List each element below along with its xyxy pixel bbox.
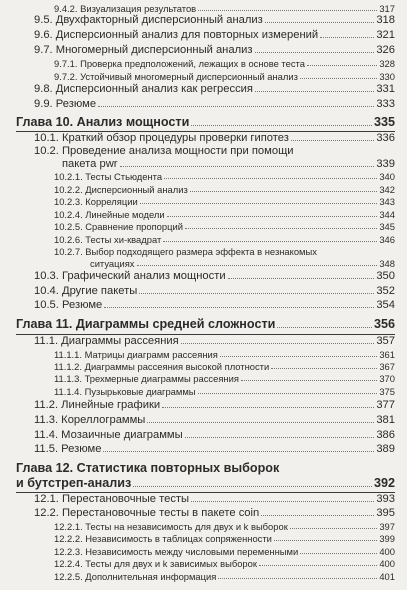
- toc-number: 9.7.: [34, 44, 53, 56]
- toc-entry: [0, 558, 407, 569]
- toc-title: Диаграммы рассеяния: [61, 335, 179, 347]
- toc-title: Графический анализ мощности: [62, 270, 226, 282]
- toc-entry: [0, 414, 407, 426]
- toc-title: Резюме: [62, 299, 103, 311]
- toc-title: Дисперсионный анализ для повторных измерений: [55, 29, 319, 41]
- toc-page: 317: [379, 3, 395, 14]
- toc-page: 377: [376, 399, 395, 411]
- toc-entry: [0, 158, 407, 170]
- toc-number: 10.2.1.: [54, 171, 83, 182]
- toc-title: Статистика повторных выборок: [76, 461, 280, 475]
- toc-title: Перестановочные тесты в пакете coin: [62, 507, 260, 519]
- toc-entry: [0, 196, 407, 207]
- toc-title: Корреляции: [85, 196, 138, 207]
- toc-number: 10.2.6.: [54, 234, 83, 245]
- toc-entry: [0, 258, 407, 269]
- toc-chapter-12: [0, 476, 407, 490]
- toc-number: 11.1.2.: [54, 361, 82, 372]
- toc-title: Диаграммы рассеяния высокой плотности: [84, 361, 270, 372]
- toc-page: 400: [379, 558, 395, 569]
- toc-page: 354: [376, 299, 395, 311]
- toc-number: 9.6.: [34, 29, 53, 41]
- toc-title: Линейные графики: [61, 399, 161, 411]
- toc-number: 12.2.1.: [54, 521, 83, 532]
- toc-number: 9.9.: [34, 98, 53, 110]
- toc-entry: [0, 571, 407, 582]
- toc-title: Выбор подходящего размера эффекта в незнакомых: [85, 246, 317, 257]
- toc-title: Проверка предположений, лежащих в основе теста: [80, 58, 305, 69]
- toc-entry: [0, 209, 407, 220]
- toc-number: 9.5.: [34, 14, 53, 26]
- toc-page: 381: [376, 414, 395, 426]
- toc-entry: [0, 361, 407, 372]
- toc-title: Дополнительная информация: [85, 571, 217, 582]
- toc-title: Матрицы диаграмм рассеяния: [84, 349, 218, 360]
- toc-title: Сравнение пропорций: [85, 221, 183, 232]
- toc-number: 12.2.2.: [54, 533, 83, 544]
- toc-page: 389: [376, 443, 395, 455]
- toc-title: Тесты Стьюдента: [85, 171, 163, 182]
- toc-title: Краткий обзор процедуры проверки гипотез: [62, 132, 289, 144]
- toc-page: 395: [376, 507, 395, 519]
- toc-entry: [0, 399, 407, 411]
- toc-title: Трехмерные диаграммы рассеяния: [84, 373, 239, 384]
- toc-title-continuation: пакета pwr: [62, 158, 118, 170]
- toc-number: Глава 10.: [16, 115, 74, 129]
- toc-entry: [0, 533, 407, 544]
- toc-page: 321: [376, 29, 395, 41]
- toc-entry: [0, 14, 407, 26]
- toc-number: 10.2.7.: [54, 246, 83, 257]
- toc-number: 11.3.: [34, 414, 59, 426]
- toc-page: 400: [379, 546, 395, 557]
- toc-page: 345: [379, 221, 395, 232]
- toc-title: Диаграммы средней сложности: [75, 317, 276, 331]
- toc-page: 392: [373, 476, 395, 490]
- toc-page: 399: [379, 533, 395, 544]
- toc-page: 397: [379, 521, 395, 532]
- toc-chapter-12-first-line: [16, 461, 279, 475]
- toc-page: 350: [376, 270, 395, 282]
- toc-title: Двухфакторный дисперсионный анализ: [55, 14, 263, 26]
- toc-entry: [0, 58, 407, 69]
- toc-title-continuation: и бутстреп-анализ: [16, 476, 132, 490]
- toc-page: 356: [373, 317, 395, 331]
- toc-entry: [0, 507, 407, 519]
- toc-title: Тесты на независимость для двух и k выборок: [85, 521, 288, 532]
- toc-entry: [0, 521, 407, 532]
- toc-entry: [0, 335, 407, 347]
- toc-number: 12.2.4.: [54, 558, 83, 569]
- toc-page: 331: [376, 83, 395, 95]
- toc-page: 326: [376, 44, 395, 56]
- toc-page: 335: [373, 115, 395, 129]
- toc-title: Дисперсионный анализ как регрессия: [55, 83, 253, 95]
- toc-title: Дисперсионный анализ: [85, 184, 188, 195]
- toc-number: 9.8.: [34, 83, 53, 95]
- toc-number: 12.2.: [34, 507, 59, 519]
- toc-entry: [0, 349, 407, 360]
- toc-entry: [0, 493, 407, 505]
- toc-title: Анализ мощности: [76, 115, 190, 129]
- toc-entry: [0, 98, 407, 110]
- toc-page: 336: [376, 132, 395, 144]
- toc-entry: [0, 71, 407, 82]
- toc-number: 10.3.: [34, 270, 59, 282]
- toc-number: 10.2.3.: [54, 196, 83, 207]
- toc-page: 346: [379, 234, 395, 245]
- toc-page: 361: [379, 349, 395, 360]
- toc-title: Мозаичные диаграммы: [61, 429, 183, 441]
- toc-title: Независимость между числовыми переменными: [85, 546, 299, 557]
- toc-page: 342: [379, 184, 395, 195]
- toc-entry: [0, 83, 407, 95]
- toc-entry-first-line: [54, 246, 317, 257]
- toc-page: 357: [376, 335, 395, 347]
- toc-entry-first-line: [34, 145, 294, 157]
- toc-number: 12.2.5.: [54, 571, 83, 582]
- toc-number: 11.5.: [34, 443, 59, 455]
- toc-entry: [0, 386, 407, 397]
- toc-page: 393: [376, 493, 395, 505]
- toc-title: Линейные модели: [85, 209, 165, 220]
- toc-entry: [0, 546, 407, 557]
- toc-entry: [0, 234, 407, 245]
- toc-page: 344: [379, 209, 395, 220]
- toc-page: 401: [379, 571, 395, 582]
- toc-page: 333: [376, 98, 395, 110]
- toc-entry: [0, 373, 407, 384]
- toc-number: 10.2.4.: [54, 209, 83, 220]
- toc-chapter-10: [0, 115, 407, 129]
- toc-entry: [0, 132, 407, 144]
- toc-page: 339: [376, 158, 395, 170]
- toc-entry: [0, 184, 407, 195]
- toc-page: 330: [379, 71, 395, 82]
- toc-title: Другие пакеты: [62, 285, 138, 297]
- toc-number: 10.1.: [34, 132, 59, 144]
- toc-number: 11.1.1.: [54, 349, 82, 360]
- toc-number: 9.4.2.: [54, 3, 78, 14]
- toc-number: Глава 11.: [16, 317, 73, 331]
- toc-title: Пузырьковые диаграммы: [84, 386, 196, 397]
- toc-number: 9.7.1.: [54, 58, 78, 69]
- toc-entry: [0, 443, 407, 455]
- toc-number: 12.1.: [34, 493, 59, 505]
- toc-title: Резюме: [61, 443, 102, 455]
- toc-entry: [0, 3, 407, 14]
- toc-page: 352: [376, 285, 395, 297]
- toc-number: 9.7.2.: [54, 71, 78, 82]
- toc-entry: [0, 429, 407, 441]
- toc-number: 10.4.: [34, 285, 59, 297]
- toc-number: 12.2.3.: [54, 546, 83, 557]
- toc-entry: [0, 221, 407, 232]
- toc-number: 10.5.: [34, 299, 59, 311]
- toc-entry: [0, 29, 407, 41]
- toc-number: 10.2.: [34, 145, 59, 157]
- toc-entry: [0, 299, 407, 311]
- toc-title: Независимость в таблицах сопряженности: [85, 533, 272, 544]
- toc-page: 318: [376, 14, 395, 26]
- toc-title: Тесты хи-квадрат: [85, 234, 162, 245]
- toc-page: 386: [376, 429, 395, 441]
- toc-title: Устойчивый многомерный дисперсионный анализ: [80, 71, 298, 82]
- toc-title: Визуализация результатов: [80, 3, 197, 14]
- toc-entry: [0, 270, 407, 282]
- toc-page: 328: [379, 58, 395, 69]
- toc-number: 10.2.2.: [54, 184, 83, 195]
- toc-page: 343: [379, 196, 395, 207]
- toc-page: 348: [379, 258, 395, 269]
- toc-entry: [0, 171, 407, 182]
- toc-number: 11.1.3.: [54, 373, 82, 384]
- toc-number: 11.4.: [34, 429, 59, 441]
- toc-title: Тесты для двух и k зависимых выборок: [85, 558, 257, 569]
- toc-chapter-11: [0, 317, 407, 331]
- toc-title: Перестановочные тесты: [62, 493, 190, 505]
- toc-number: 11.2.: [34, 399, 59, 411]
- toc-page: 375: [379, 386, 395, 397]
- toc-number: 11.1.4.: [54, 386, 82, 397]
- toc-entry: [0, 285, 407, 297]
- toc-title: Кореллограммы: [61, 414, 146, 426]
- toc-number: Глава 12.: [16, 461, 74, 475]
- toc-title-continuation: ситуациях: [90, 258, 135, 269]
- toc-page: 367: [379, 361, 395, 372]
- toc-number: 11.1.: [34, 335, 59, 347]
- toc-title: Проведение анализа мощности при помощи: [62, 145, 294, 157]
- toc-entry: [0, 44, 407, 56]
- toc-title: Многомерный дисперсионный анализ: [55, 44, 253, 56]
- toc-number: 10.2.5.: [54, 221, 83, 232]
- toc-page: 340: [379, 171, 395, 182]
- toc-page: 370: [379, 373, 395, 384]
- toc-title: Резюме: [55, 98, 97, 110]
